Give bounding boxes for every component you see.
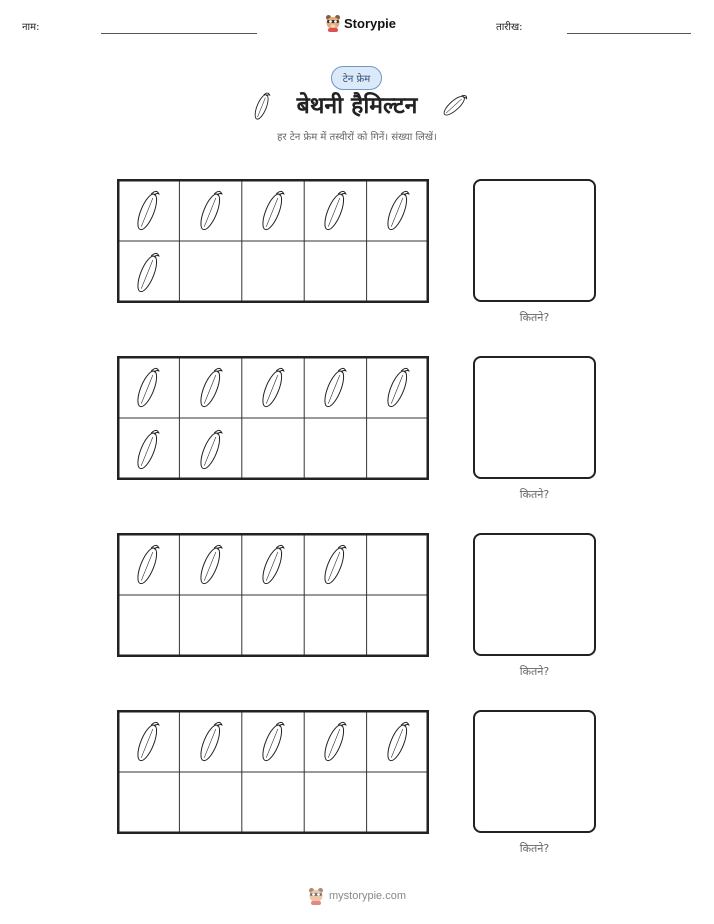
surfboard-icon xyxy=(440,90,470,120)
topic-tag: टेन फ्रेम xyxy=(331,66,382,90)
answer-label: कितने? xyxy=(519,665,550,678)
surfboard-icon xyxy=(131,247,165,297)
surfboard-icon xyxy=(194,424,228,474)
surfboard-icon xyxy=(131,362,165,412)
surfboard-icon xyxy=(194,185,228,235)
brand-logo xyxy=(325,13,396,33)
storypie-mascot-icon xyxy=(325,14,341,32)
surfboard-icon xyxy=(318,539,352,589)
brand-name: Storypie xyxy=(344,15,397,31)
answer-label: कितने? xyxy=(519,488,550,501)
answer-box[interactable] xyxy=(473,710,596,833)
surfboard-icon xyxy=(318,362,352,412)
answer-box[interactable] xyxy=(473,179,596,302)
surfboard-icon xyxy=(381,362,415,412)
surfboard-icon xyxy=(256,539,290,589)
surfboard-icon xyxy=(256,716,290,766)
storypie-mascot-icon xyxy=(308,887,324,905)
ten-frame xyxy=(117,710,429,834)
ten-frame xyxy=(117,179,429,303)
page-title: बेथनी हैमिल्टन xyxy=(296,93,418,119)
date-line[interactable] xyxy=(567,33,691,34)
surfboard-icon xyxy=(131,716,165,766)
surfboard-icon xyxy=(318,185,352,235)
answer-label: कितने? xyxy=(519,842,550,855)
surfboard-icon xyxy=(194,716,228,766)
instructions: हर टेन फ्रेम में तस्वीरों को गिनें। संख्या लिखें। xyxy=(277,132,437,143)
surfboard-icon xyxy=(194,539,228,589)
footer-url: mystorypie.com xyxy=(329,890,407,902)
surfboard-icon xyxy=(194,362,228,412)
surfboard-icon xyxy=(131,424,165,474)
surfboard-icon xyxy=(318,716,352,766)
name-label: नाम: xyxy=(22,22,40,33)
date-label: तारीख: xyxy=(496,22,523,33)
answer-box[interactable] xyxy=(473,356,596,479)
answer-label: कितने? xyxy=(519,311,550,324)
surfboard-icon xyxy=(381,185,415,235)
surfboard-icon xyxy=(256,185,290,235)
footer xyxy=(308,886,406,906)
answer-box[interactable] xyxy=(473,533,596,656)
surfboard-icon xyxy=(252,90,272,122)
name-line[interactable] xyxy=(101,33,257,34)
ten-frame xyxy=(117,356,429,480)
surfboard-icon xyxy=(256,362,290,412)
surfboard-icon xyxy=(131,539,165,589)
surfboard-icon xyxy=(381,716,415,766)
surfboard-icon xyxy=(131,185,165,235)
ten-frame xyxy=(117,533,429,657)
